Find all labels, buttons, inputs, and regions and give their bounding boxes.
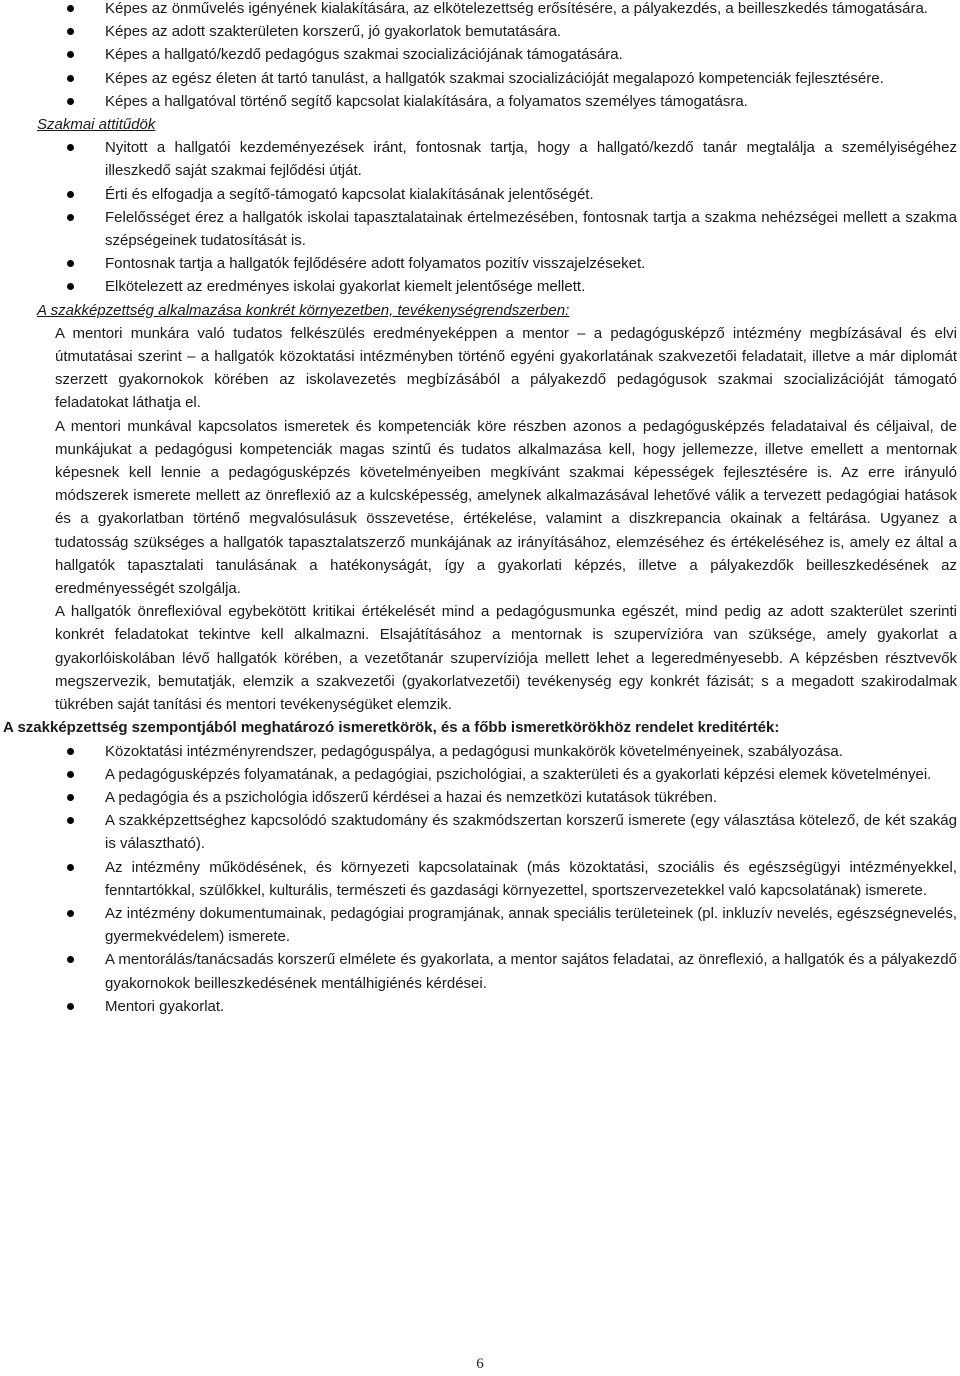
list-item: Az intézmény dokumentumainak, pedagógiai programjának, annak speciális területeinek (pl. inkluzív nevelés, egészségnevelés, gyermekvédelem) ismerete. xyxy=(37,902,957,948)
list-item: Elkötelezett az eredményes iskolai gyakorlat kiemelt jelentősége mellett. xyxy=(37,275,957,298)
list-item: Képes a hallgatóval történő segítő kapcsolat kialakítására, a folyamatos személyes támogatásra. xyxy=(37,90,957,113)
page-number: 6 xyxy=(476,1356,484,1372)
list-item: A pedagógusképzés folyamatának, a pedagógiai, pszichológiai, a szakterületi és a gyakorlati képzési elemek követelményei. xyxy=(37,763,957,786)
list-item: A mentorálás/tanácsadás korszerű elmélete és gyakorlata, a mentor sajátos feladatai, az önreflexió, a hallgatók és a pályakezdő gyakornokok beilleszkedésének mentálhigiénés kérdései. xyxy=(37,948,957,994)
list-item: A szakképzettséghez kapcsolódó szaktudomány és szakmódszertan korszerű ismerete (egy választása kötelező, de két szakág is választható). xyxy=(37,809,957,855)
paragraph: A hallgatók önreflexióval egybekötött kritikai értékelését mind a pedagógusmunka egészét, mind pedig az adott szakterület szerinti konkrét feladatokat tekintve kell alkalmazni. Elsajátításához a mentornak is szupervízióra van szüksége, amely gyakorlat a gyakorlóiskolában lévő hallgatók körében, a vezetőtanár szupervíziója mellett lehet a legeredményesebb. A képzésben résztvevők megszervezik, bemutatják, elemzik a szakvezetői (gyakorlatvezetői) tevékenység egy konkrét fázisát; s a megadott szakirodalmak tükrében saját tanítási és mentori tevékenységüket elemzik. xyxy=(55,603,957,714)
list-item: Közoktatási intézményrendszer, pedagóguspálya, a pedagógusi munkakörök követelményeinek, szabályozása. xyxy=(37,740,957,763)
list-item: Képes a hallgató/kezdő pedagógus szakmai szocializációjának támogatására. xyxy=(37,43,957,66)
paragraph: A mentori munkával kapcsolatos ismeretek és kompetenciák köre részben azonos a pedagógusképzés feladataival és céljaival, de munkájukat a pedagógusi kompetenciák magas szintű és tudatos alkalmazása kell, hogy jellemezze, illetve emellett a mentornak képesnek kell lennie a pedagógusképzés követelményeiben megkívánt szakmai képességek fejlesztésére is. Az erre irányuló módszerek ismerete mellett az önreflexió az a kulcsképesség, amelynek alkalmazásával lehetővé válik a tervezett pedagógiai hatások és a gyakorlatban történő megvalósulásuk összevetése, értékelése, valamint a diszkrepancia okainak a feltárása. Ugyanez a tudatosság szükséges a hallgatók tapasztalatszerző munkájának az irányításához, elemzéséhez és értékeléséhez is, amely ez által a hallgatók tapasztalati tanulásának a hatékonyságát, így a gyakorlati képzés, illetve a pályakezdők beilleszkedésének az eredményességét szolgálja. xyxy=(55,417,957,598)
list-item: Az intézmény működésének, és környezeti kapcsolatainak (más közoktatási, szociális és egészségügyi intézményekkel, fenntartókkal, szülőkkel, kulturális, természeti és gazdasági környezettel, sportszervezetekkel való kapcsolatának) ismerete. xyxy=(37,856,957,902)
section-heading-application: A szakképzettség alkalmazása konkrét környezetben, tevékenységrendszerben: xyxy=(37,301,570,319)
list-item: Képes az önművelés igényének kialakítására, az elkötelezettség erősítésére, a pályakezdés, a beilleszkedés támogatására. xyxy=(37,0,957,20)
list-item: Fontosnak tartja a hallgatók fejlődésére adott folyamatos pozitív visszajelzéseket. xyxy=(37,252,957,275)
section-heading-knowledge: A szakképzettség szempontjából meghatározó ismeretkörök, és a főbb ismeretkörökhöz rendelet kreditérték: xyxy=(3,719,780,737)
list-item: Képes az adott szakterületen korszerű, jó gyakorlatok bemutatására. xyxy=(37,20,957,43)
attitude-list xyxy=(37,136,957,298)
section-competencies xyxy=(3,0,957,1018)
knowledge-list xyxy=(37,740,957,1018)
paragraph: A mentori munkára való tudatos felkészülés eredményeképpen a mentor – a pedagógusképző intézmény megbízásával és elvi útmutatásai szerint – a hallgatók közoktatási intézményben történő egyéni gyakorlatának szakvezetői feladatait, illetve a már diplomát szerzett gyakornokok körében az iskolavezetés megbízásából a pályakezdő pedagógusok szakmai szocializációját támogató feladatokat láthatja el. xyxy=(55,324,957,412)
list-item: Felelősséget érez a hallgatók iskolai tapasztalatainak értelmezésében, fontosnak tartja a szakma nehézségei mellett a szakma szépségeinek tudatosítását is. xyxy=(37,206,957,252)
list-item: Képes az egész életen át tartó tanulást, a hallgatók szakmai szocializációját megalapozó kompetenciák fejlesztésére. xyxy=(37,67,957,90)
section-heading-attitudes: Szakmai attitűdök xyxy=(37,116,156,134)
list-item: Mentori gyakorlat. xyxy=(37,995,957,1018)
paragraph-block xyxy=(37,322,957,716)
list-item: A pedagógia és a pszichológia időszerű kérdései a hazai és nemzetközi kutatások tükrében. xyxy=(37,786,957,809)
competency-list xyxy=(37,0,957,113)
list-item: Érti és elfogadja a segítő-támogató kapcsolat kialakításának jelentőségét. xyxy=(37,183,957,206)
list-item: Nyitott a hallgatói kezdeményezések iránt, fontosnak tartja, hogy a hallgató/kezdő tanár megtalálja a személyiségéhez illeszkedő saját szakmai fejlődési útját. xyxy=(37,136,957,182)
